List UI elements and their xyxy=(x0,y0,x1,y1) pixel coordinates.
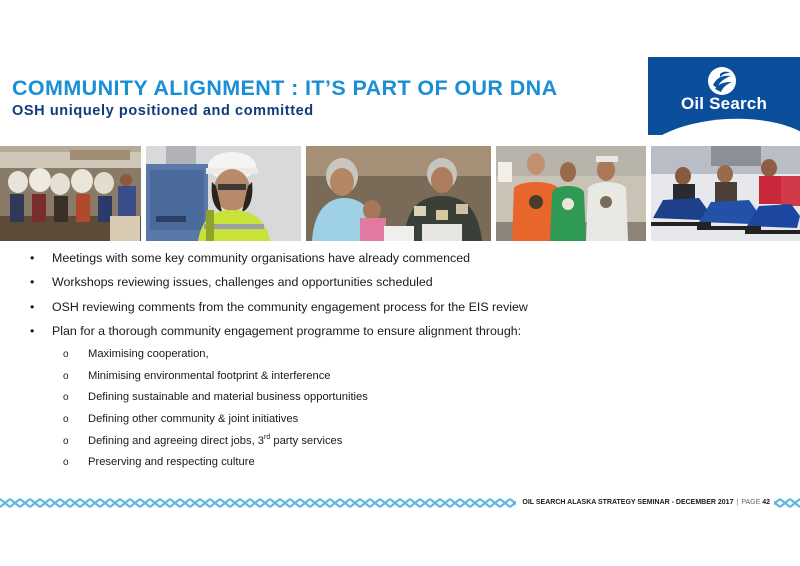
photo-snowmobiles-icon xyxy=(651,146,800,241)
bullet-dot: • xyxy=(30,299,35,314)
sub-list-item: o Minimising environmental footprint & interference xyxy=(63,369,331,382)
photo-drummers-icon xyxy=(0,146,141,241)
circle-bullet-icon: o xyxy=(63,457,69,469)
photo-group-tshirts-icon xyxy=(496,146,646,241)
oil-search-logo-mark-icon xyxy=(706,65,738,97)
bullet-dot: • xyxy=(30,323,35,338)
list-item: • OSH reviewing comments from the community engagement process for the EIS review xyxy=(30,299,528,314)
sub-list-item: o Maximising cooperation, xyxy=(63,348,209,361)
photo-elders-icon xyxy=(306,146,491,241)
footer-label: OIL SEARCH ALASKA STRATEGY SEMINAR - DECEMBER 2017 | PAGE 42 xyxy=(516,497,774,509)
bullet-list xyxy=(30,250,770,477)
slide-subtitle: OSH uniquely positioned and committed xyxy=(12,103,314,119)
bullet-dot: • xyxy=(30,251,35,265)
circle-bullet-icon: o xyxy=(63,435,69,447)
list-item: • Workshops reviewing issues, challenges and opportunities scheduled xyxy=(30,275,433,290)
circle-bullet-icon: o xyxy=(63,392,69,404)
sub-list-item: o Defining other community & joint initiatives xyxy=(63,412,299,425)
circle-bullet-icon: o xyxy=(63,349,69,361)
sub-list-item: o Preserving and respecting culture xyxy=(63,456,255,469)
sub-list-item: o Defining and agreeing direct jobs, 3rd party services xyxy=(63,433,343,447)
list-item: • Plan for a thorough community engagement programme to ensure alignment through: xyxy=(30,323,522,338)
photo-strip xyxy=(0,146,800,241)
circle-bullet-icon: o xyxy=(63,413,69,425)
page-number: 42 xyxy=(762,499,770,506)
bullet-dot: • xyxy=(30,275,35,290)
slide-title: COMMUNITY ALIGNMENT : IT’S PART OF OUR DNA xyxy=(12,76,558,100)
circle-bullet-icon: o xyxy=(63,370,69,382)
list-item: • Meetings with some key community organisations have already commenced xyxy=(30,251,471,265)
sub-list-item: o Defining sustainable and material business opportunities xyxy=(63,391,368,404)
logo-text: Oil Search xyxy=(680,94,768,113)
oil-search-logo xyxy=(648,57,800,135)
photo-worker-hardhat-icon xyxy=(146,146,301,241)
